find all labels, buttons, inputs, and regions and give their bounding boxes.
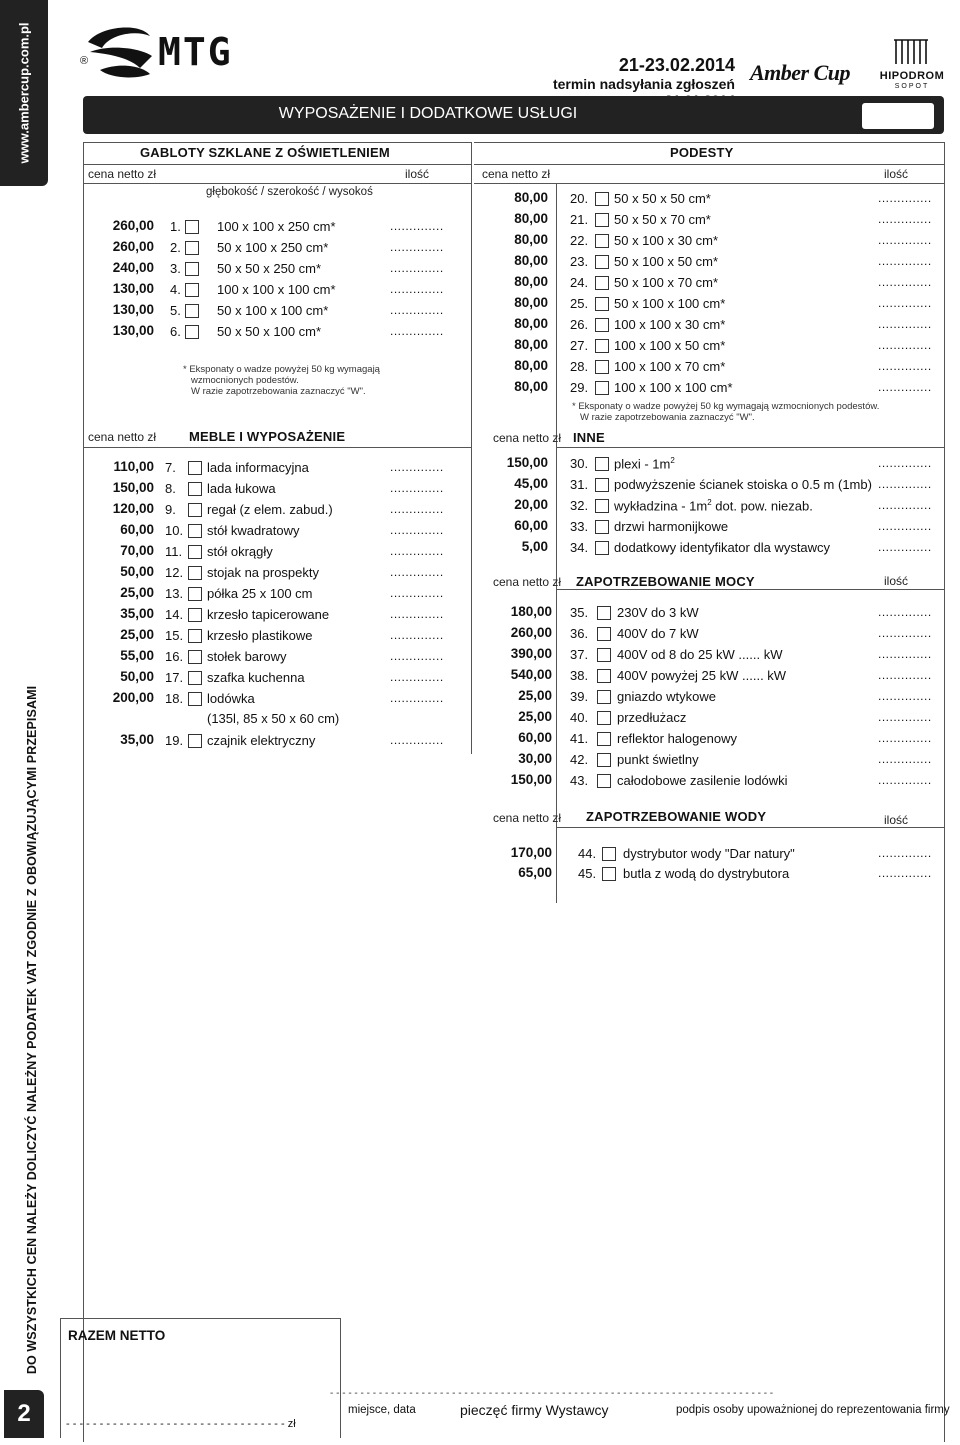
meble-price: 50,00	[120, 564, 154, 579]
gabloty-qty-field[interactable]: ..............	[390, 282, 444, 296]
meble-price: 25,00	[120, 627, 154, 642]
gabloty-note: W razie zapotrzebowania zaznaczyć "W".	[191, 386, 366, 397]
gabloty-qty-field[interactable]: ..............	[390, 240, 444, 254]
podesty-qty-field[interactable]: ..............	[878, 296, 932, 310]
moc-checkbox[interactable]	[597, 774, 611, 788]
meble-qty-field[interactable]: ..............	[390, 628, 444, 642]
inne-qty-field[interactable]: ..............	[878, 519, 932, 533]
podesty-price: 80,00	[514, 379, 548, 394]
moc-item-number: 35.	[570, 605, 589, 620]
moc-checkbox[interactable]	[597, 669, 611, 683]
gabloty-qty-field[interactable]: ..............	[390, 219, 444, 233]
podesty-price: 80,00	[514, 316, 548, 331]
meble-price-header: cena netto zł	[88, 430, 157, 444]
woda-checkbox[interactable]	[602, 847, 616, 861]
moc-item-number: 36.	[570, 626, 589, 641]
podesty-item-label: 100 x 100 x 100 cm*	[614, 380, 733, 395]
vat-note: DO WSZYSTKICH CEN NALEŻY DOLICZYĆ NALEŻNY PODATEK VAT ZGODNIE Z OBOWIĄZUJĄCYMI PRZEPISAMI	[25, 685, 39, 1375]
gabloty-checkbox[interactable]	[185, 220, 199, 234]
meble-qty-field[interactable]: ..............	[390, 565, 444, 579]
frame-line	[474, 142, 944, 143]
woda-checkbox[interactable]	[602, 867, 616, 881]
gabloty-qty-header: ilość	[405, 167, 430, 181]
moc-price: 25,00	[518, 709, 552, 724]
podesty-qty-field[interactable]: ..............	[878, 275, 932, 289]
moc-qty-field[interactable]: ..............	[878, 710, 932, 724]
moc-item-label: reflektor halogenowy	[617, 731, 737, 746]
frame-line	[83, 142, 84, 1442]
meble-qty-field[interactable]: ..............	[390, 523, 444, 537]
moc-qty-field[interactable]: ..............	[878, 626, 932, 640]
page-title: WYPOSAŻENIE I DODATKOWE USŁUGI	[278, 105, 578, 122]
podesty-qty-field[interactable]: ..............	[878, 212, 932, 226]
podesty-qty-field[interactable]: ..............	[878, 359, 932, 373]
moc-checkbox[interactable]	[597, 606, 611, 620]
meble-item-number: 7.	[165, 460, 176, 475]
meble-qty-field[interactable]: ..............	[390, 670, 444, 684]
podesty-item-number: 28.	[570, 359, 589, 374]
meble-item-number: 15.	[165, 628, 184, 643]
deadline: termin nadsyłania zgłoszeń	[552, 76, 735, 92]
meble-item-number: 8.	[165, 481, 176, 496]
gabloty-checkbox[interactable]	[185, 241, 199, 255]
meble-item-number: 13.	[165, 586, 184, 601]
woda-price: 65,00	[518, 865, 552, 880]
woda-price: 170,00	[510, 845, 552, 860]
moc-checkbox[interactable]	[597, 627, 611, 641]
podesty-note: W razie zapotrzebowania zaznaczyć "W".	[580, 412, 755, 423]
frame-line	[83, 183, 471, 184]
registered-mark: ®	[80, 55, 89, 67]
meble-checkbox[interactable]	[188, 503, 202, 517]
meble-qty-field[interactable]: ..............	[390, 481, 444, 495]
inne-checkbox[interactable]	[595, 478, 609, 492]
woda-qty-header: ilość	[884, 813, 909, 827]
gabloty-title: GABLOTY SZKLANE Z OŚWIETLENIEM	[140, 145, 390, 160]
podesty-item-number: 27.	[570, 338, 589, 353]
podesty-qty-field[interactable]: ..............	[878, 233, 932, 247]
gabloty-item-label: 50 x 100 x 100 cm*	[217, 303, 329, 318]
moc-qty-field[interactable]: ..............	[878, 647, 932, 661]
gabloty-note: * Eksponaty o wadze powyżej 50 kg wymagają	[183, 364, 380, 375]
inne-item-sup: 2	[707, 498, 712, 507]
meble-item-label: stojak na prospekty	[207, 565, 320, 580]
podesty-checkbox[interactable]	[595, 213, 609, 227]
frame-line	[60, 1318, 61, 1438]
gabloty-item-label: 50 x 50 x 250 cm*	[217, 261, 322, 276]
meble-item-label: czajnik elektryczny	[207, 733, 316, 748]
podesty-item-number: 20.	[570, 191, 589, 206]
inne-item-sup: 2	[670, 456, 675, 465]
inne-checkbox[interactable]	[595, 457, 609, 471]
moc-item-label: punkt świetlny	[617, 752, 699, 767]
meble-item-number: 12.	[165, 565, 184, 580]
moc-qty-field[interactable]: ..............	[878, 731, 932, 745]
podesty-price: 80,00	[514, 295, 548, 310]
frame-line	[83, 447, 471, 448]
meble-item-label: lada informacyjna	[207, 460, 309, 475]
moc-item-label: 400V do 7 kW	[617, 626, 699, 641]
gabloty-price: 130,00	[112, 323, 154, 338]
inne-item-tail: dot. pow. niezab.	[711, 498, 813, 514]
podesty-item-number: 21.	[570, 212, 589, 227]
podesty-price: 80,00	[514, 337, 548, 352]
gabloty-price: 130,00	[112, 281, 154, 296]
moc-price: 540,00	[510, 667, 552, 682]
meble-item-number: 16.	[165, 649, 184, 664]
meble-item-label: krzesło tapicerowane	[207, 607, 330, 622]
frame-line	[556, 827, 944, 828]
podesty-item-number: 26.	[570, 317, 589, 332]
moc-checkbox[interactable]	[597, 690, 611, 704]
inne-price-header: cena netto zł	[493, 431, 562, 445]
meble-checkbox[interactable]	[188, 608, 202, 622]
moc-qty-field[interactable]: ..............	[878, 752, 932, 766]
meble-price: 25,00	[120, 585, 154, 600]
meble-price: 35,00	[120, 606, 154, 621]
gabloty-item-number: 5.	[170, 303, 181, 318]
podesty-item-number: 22.	[570, 233, 589, 248]
meble-item-number: 14.	[165, 607, 184, 622]
meble-item-label: lada łukowa	[207, 481, 276, 496]
frame-line	[474, 183, 944, 184]
podesty-title: PODESTY	[670, 145, 734, 160]
moc-checkbox[interactable]	[597, 711, 611, 725]
inne-item-label: wykładzina - $1m^2$ dot. pow. niezab.	[614, 498, 813, 514]
meble-item-label: stołek barowy	[207, 649, 287, 664]
inne-price: 5,00	[521, 539, 548, 554]
podesty-qty-field[interactable]: ..............	[878, 380, 932, 394]
meble-item-label: szafka kuchenna	[207, 670, 305, 685]
inne-price: 150,00	[506, 455, 548, 470]
meble-checkbox[interactable]	[188, 587, 202, 601]
frame-line	[83, 164, 471, 165]
podesty-price: 80,00	[514, 274, 548, 289]
podesty-item-label: 50 x 100 x 30 cm*	[614, 233, 719, 248]
gabloty-qty-field[interactable]: ..............	[390, 324, 444, 338]
inne-checkbox[interactable]	[595, 499, 609, 513]
frame-line	[60, 1318, 340, 1319]
podesty-item-number: 29.	[570, 380, 589, 395]
inne-checkbox[interactable]	[595, 541, 609, 555]
podesty-item-number: 25.	[570, 296, 589, 311]
podesty-checkbox[interactable]	[595, 234, 609, 248]
frame-line	[556, 183, 557, 903]
event-dates: 21-23.02.2014	[618, 55, 735, 75]
signature-line: - - - - - - - - - - - - - - - - - - - - - - - - - - - - - - - - - - - - - - - - - - - - - - - - - - - - - - - - - - - - - - - - - - - - - - - - -	[330, 1388, 774, 1399]
hipodrom-name: HIPODROM	[879, 70, 945, 82]
inne-item-number: 32.	[570, 498, 589, 513]
meble-item-label: lodówka	[207, 691, 255, 706]
podesty-qty-field[interactable]: ..............	[878, 254, 932, 268]
frame-line	[556, 589, 944, 590]
razem-netto-label: RAZEM NETTO	[68, 1328, 166, 1343]
company-stamp-label: pieczęć firmy Wystawcy	[460, 1402, 609, 1418]
podesty-qty-header: ilość	[884, 167, 909, 181]
moc-checkbox[interactable]	[597, 648, 611, 662]
inne-item-label: plexi - $1m^2$	[614, 456, 675, 472]
frame-line	[556, 447, 944, 448]
meble-price: 120,00	[112, 501, 154, 516]
frame-line	[83, 142, 471, 143]
podesty-price: 80,00	[514, 253, 548, 268]
podesty-qty-field[interactable]: ..............	[878, 338, 932, 352]
meble-checkbox[interactable]	[188, 545, 202, 559]
podesty-item-label: 50 x 50 x 50 cm*	[614, 191, 711, 206]
meble-item-label: krzesło plastikowe	[207, 628, 313, 643]
podesty-checkbox[interactable]	[595, 339, 609, 353]
meble-qty-field[interactable]: ..............	[390, 586, 444, 600]
moc-qty-field[interactable]: ..............	[878, 773, 932, 787]
moc-price: 60,00	[518, 730, 552, 745]
meble-checkbox[interactable]	[188, 734, 202, 748]
podesty-item-label: 100 x 100 x 70 cm*	[614, 359, 726, 374]
meble-price: 110,00	[113, 459, 154, 474]
podesty-qty-field[interactable]: ..............	[878, 191, 932, 205]
hipodrom-logo-icon	[880, 38, 944, 68]
meble-item-number: 18.	[165, 691, 184, 706]
gabloty-checkbox[interactable]	[185, 325, 199, 339]
gabloty-qty-field[interactable]: ..............	[390, 261, 444, 275]
moc-price: 30,00	[518, 751, 552, 766]
gabloty-note: wzmocnionych podestów.	[191, 375, 299, 386]
podesty-checkbox[interactable]	[595, 255, 609, 269]
meble-price: 35,00	[120, 732, 154, 747]
podesty-checkbox[interactable]	[595, 381, 609, 395]
woda-item-number: 44.	[578, 846, 597, 861]
gabloty-item-number: 6.	[170, 324, 181, 339]
moc-item-number: 42.	[570, 752, 589, 767]
inne-price: 45,00	[514, 476, 548, 491]
brand-name: MTG	[158, 30, 233, 74]
podesty-price: 80,00	[514, 190, 548, 205]
inne-item-number: 30.	[570, 456, 589, 471]
meble-checkbox[interactable]	[188, 524, 202, 538]
meble-checkbox[interactable]	[188, 650, 202, 664]
moc-price: 180,00	[510, 604, 552, 619]
podesty-checkbox[interactable]	[595, 297, 609, 311]
moc-item-label: przedłużacz	[617, 710, 687, 725]
podesty-price: 80,00	[514, 232, 548, 247]
moc-item-label: 400V powyżej 25 kW ...... kW	[617, 668, 787, 683]
woda-qty-field[interactable]: ..............	[878, 866, 932, 880]
moc-price-header: cena netto zł	[493, 575, 562, 589]
moc-price: 260,00	[510, 625, 552, 640]
inne-price: 60,00	[514, 518, 548, 533]
gabloty-price: 130,00	[112, 302, 154, 317]
gabloty-item-label: 50 x 50 x 100 cm*	[217, 324, 322, 339]
gabloty-item-label: 100 x 100 x 250 cm*	[217, 219, 336, 234]
moc-item-label: 400V od 8 do 25 kW ...... kW	[617, 647, 783, 662]
meble-item-number: 17.	[165, 670, 184, 685]
meble-price: 70,00	[120, 543, 154, 558]
inne-item-number: 33.	[570, 519, 589, 534]
amber-cup-logo: Amber Cup	[750, 60, 851, 85]
moc-item-number: 39.	[570, 689, 589, 704]
podesty-price: 80,00	[514, 211, 548, 226]
podesty-item-number: 24.	[570, 275, 589, 290]
meble-qty-field[interactable]: ..............	[390, 649, 444, 663]
woda-qty-field[interactable]: ..............	[878, 846, 932, 860]
meble-checkbox[interactable]	[188, 671, 202, 685]
gabloty-item-label: 50 x 100 x 250 cm*	[217, 240, 329, 255]
side-url: www.ambercup.com.pl	[16, 22, 32, 164]
meble-item-label: półka 25 x 100 cm	[207, 586, 313, 601]
gabloty-price-header: cena netto zł	[88, 167, 157, 181]
moc-item-number: 43.	[570, 773, 589, 788]
moc-qty-field[interactable]: ..............	[878, 668, 932, 682]
inne-item-label: dodatkowy identyfikator dla wystawcy	[614, 540, 831, 555]
podesty-checkbox[interactable]	[595, 318, 609, 332]
moc-item-number: 40.	[570, 710, 589, 725]
woda-item-label: dystrybutor wody "Dar natury"	[623, 846, 795, 861]
podesty-price: 80,00	[514, 358, 548, 373]
meble-checkbox[interactable]	[188, 566, 202, 580]
podesty-item-label: 50 x 50 x 70 cm*	[614, 212, 711, 227]
meble-item-number: 11.	[165, 544, 183, 559]
moc-qty-field[interactable]: ..............	[878, 689, 932, 703]
frame-line	[471, 194, 472, 754]
moc-item-number: 37.	[570, 647, 589, 662]
meble-qty-field[interactable]: ..............	[390, 502, 444, 516]
frame-line	[474, 164, 944, 165]
podesty-item-label: 100 x 100 x 50 cm*	[614, 338, 726, 353]
hipodrom-city: SOPOT	[894, 83, 930, 90]
podesty-note: * Eksponaty o wadze powyżej 50 kg wymagają wzmocnionych podestów.	[572, 401, 880, 412]
frame-line	[471, 142, 472, 194]
podesty-item-number: 23.	[570, 254, 589, 269]
total-amount-field[interactable]: - - - - - - - - - - - - - - - - - - - - - - - - - - - - - - - - - zł	[66, 1418, 296, 1430]
meble-qty-field[interactable]: ..............	[390, 460, 444, 474]
gabloty-item-number: 1.	[170, 219, 181, 234]
moc-price: 390,00	[510, 646, 552, 661]
gabloty-price: 240,00	[112, 260, 154, 275]
moc-item-number: 38.	[570, 668, 589, 683]
meble-qty-field[interactable]: ..............	[390, 733, 444, 747]
gabloty-price: 260,00	[112, 218, 154, 233]
meble-title: MEBLE I WYPOSAŻENIE	[189, 429, 346, 444]
meble-price: 50,00	[120, 669, 154, 684]
frame-line	[944, 142, 945, 1442]
gabloty-item-label: 100 x 100 x 100 cm*	[217, 282, 336, 297]
woda-item-label: butla z wodą do dystrybutora	[623, 866, 790, 881]
podesty-checkbox[interactable]	[595, 192, 609, 206]
meble-item-label: regał (z elem. zabud.)	[207, 502, 333, 517]
meble-item-number: 9.	[165, 502, 176, 517]
fridge-note: (135l, 85 x 50 x 60 cm)	[207, 711, 340, 726]
meble-qty-field[interactable]: ..............	[390, 607, 444, 621]
podesty-checkbox[interactable]	[595, 276, 609, 290]
moc-item-label: 230V do 3 kW	[617, 605, 699, 620]
inne-item-number: 31.	[570, 477, 589, 492]
signature-label: podpis osoby upoważnionej do reprezentowania firmy	[676, 1404, 950, 1416]
gabloty-price: 260,00	[112, 239, 154, 254]
inne-checkbox[interactable]	[595, 520, 609, 534]
meble-item-number: 19.	[165, 733, 184, 748]
frame-line	[340, 1318, 341, 1438]
podesty-checkbox[interactable]	[595, 360, 609, 374]
gabloty-checkbox[interactable]	[185, 262, 199, 276]
inne-price: 20,00	[514, 497, 548, 512]
page-number: 2	[17, 1400, 31, 1427]
meble-checkbox[interactable]	[188, 629, 202, 643]
inne-qty-field[interactable]: ..............	[878, 498, 932, 512]
woda-title: ZAPOTRZEBOWANIE WODY	[586, 809, 767, 824]
inne-item-label: podwyższenie ścianek stoiska o 0.5 m (1mb)	[614, 477, 872, 492]
moc-checkbox[interactable]	[597, 753, 611, 767]
inne-qty-field[interactable]: ..............	[878, 456, 932, 470]
gabloty-item-number: 4.	[170, 282, 181, 297]
gabloty-qty-field[interactable]: ..............	[390, 303, 444, 317]
meble-item-label: stół okrągły	[207, 544, 273, 559]
meble-checkbox[interactable]	[188, 482, 202, 496]
moc-price: 150,00	[510, 772, 552, 787]
place-date-label: miejsce, data	[348, 1404, 416, 1416]
podesty-price-header: cena netto zł	[482, 167, 551, 181]
gabloty-item-number: 3.	[170, 261, 181, 276]
gabloty-checkbox[interactable]	[185, 283, 199, 297]
moc-checkbox[interactable]	[597, 732, 611, 746]
moc-price: 25,00	[518, 688, 552, 703]
podesty-item-label: 50 x 100 x 50 cm*	[614, 254, 719, 269]
inne-item-label: drzwi harmonijkowe	[614, 519, 729, 534]
woda-price-header: cena netto zł	[493, 811, 562, 825]
inne-qty-field[interactable]: ..............	[878, 477, 932, 491]
podesty-item-label: 100 x 100 x 30 cm*	[614, 317, 726, 332]
inne-title: INNE	[573, 430, 605, 445]
podesty-item-label: 50 x 100 x 100 cm*	[614, 296, 726, 311]
gabloty-item-number: 2.	[170, 240, 181, 255]
meble-checkbox[interactable]	[188, 461, 202, 475]
meble-checkbox[interactable]	[188, 692, 202, 706]
moc-item-label: całodobowe zasilenie lodówki	[617, 773, 788, 788]
moc-item-label: gniazdo wtykowe	[617, 689, 716, 704]
meble-price: 200,00	[112, 690, 154, 705]
moc-qty-field[interactable]: ..............	[878, 605, 932, 619]
inne-qty-field[interactable]: ..............	[878, 540, 932, 554]
gabloty-checkbox[interactable]	[185, 304, 199, 318]
meble-item-label: stół kwadratowy	[207, 523, 300, 538]
meble-qty-field[interactable]: ..............	[390, 544, 444, 558]
moc-item-number: 41.	[570, 731, 589, 746]
meble-price: 150,00	[112, 480, 154, 495]
title-empty-box	[862, 103, 934, 129]
woda-item-number: 45.	[578, 866, 597, 881]
meble-item-number: 10.	[165, 523, 184, 538]
moc-qty-header: ilość	[884, 574, 909, 588]
meble-price: 60,00	[120, 522, 154, 537]
moc-title: ZAPOTRZEBOWANIE MOCY	[576, 574, 755, 589]
gabloty-dims-header: głębokość / szerokość / wysokoś	[206, 186, 373, 198]
inne-item-number: 34.	[570, 540, 589, 555]
meble-qty-field[interactable]: ..............	[390, 691, 444, 705]
meble-price: 55,00	[120, 648, 154, 663]
podesty-qty-field[interactable]: ..............	[878, 317, 932, 331]
podesty-item-label: 50 x 100 x 70 cm*	[614, 275, 719, 290]
